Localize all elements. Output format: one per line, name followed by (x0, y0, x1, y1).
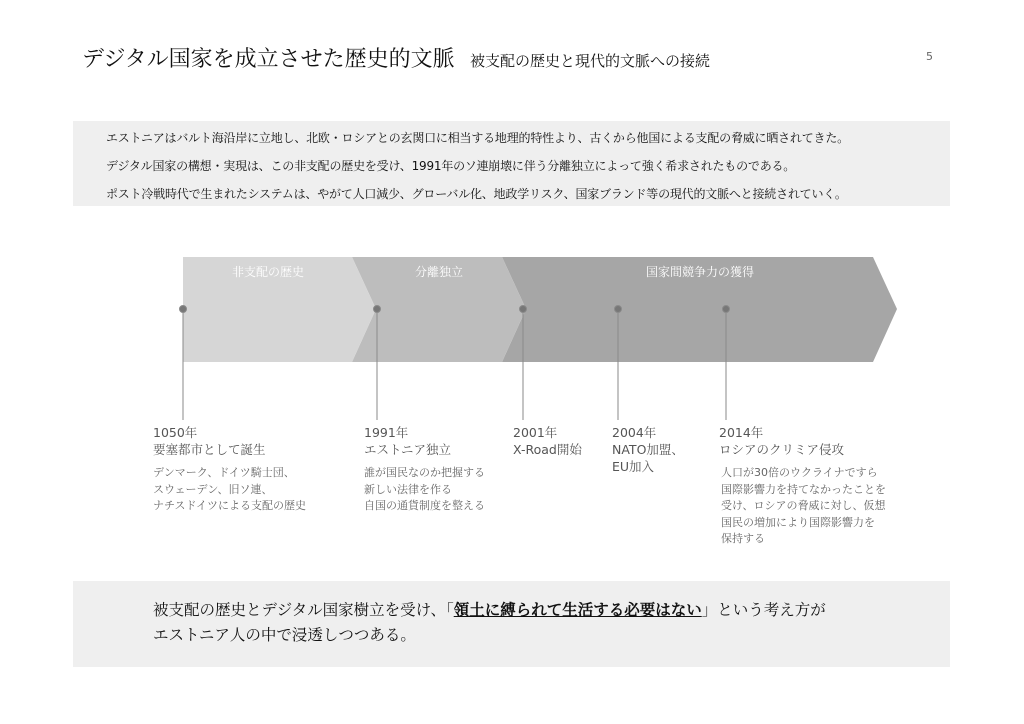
event-note (364, 465, 485, 515)
summary-line: エストニアはバルト海沿岸に立地し、北欧・ロシアとの玄関口に相当する地理的特性より、古くから他国による支配の脅威に晒されてきた。 (106, 131, 849, 145)
event-dot (520, 306, 527, 313)
slide-title: デジタル国家を成立させた歴史的文脈 (82, 47, 455, 72)
event-headline: ロシアのクリミア侵攻 (719, 442, 845, 457)
event-year: 1050年 (153, 425, 198, 440)
conclusion-line2: エストニア人の中で浸透しつつある。 (153, 626, 416, 644)
event-dot (374, 306, 381, 313)
summary-line: ポスト冷戦時代で生まれたシステムは、やがて人口減少、グローバル化、地政学リスク、国家ブランド等の現代的文脈へと接続されていく。 (106, 187, 847, 201)
phase-label: 国家間競争力の獲得 (645, 265, 755, 279)
event-headline: NATO加盟、 (612, 442, 684, 457)
event-dot (180, 306, 187, 313)
event-headline: 要塞都市として誕生 (153, 442, 266, 457)
note-line: 国民の増加により国際影響力を (721, 515, 875, 529)
note-line: ナチスドイツによる支配の歴史 (153, 499, 307, 512)
note-line: 受け、ロシアの脅威に対し、仮想 (721, 499, 886, 512)
event-year: 2004年 (612, 425, 657, 440)
page-number: 5 (926, 50, 933, 63)
conclusion-tail: 」という考え方が (701, 601, 826, 619)
conclusion-box (73, 581, 950, 667)
summary-line: デジタル国家の構想・実現は、この非支配の歴史を受け、1991年のソ連崩壊に伴う分離独立によって強く希求されたものである。 (106, 159, 796, 173)
note-line: 保持する (721, 532, 765, 545)
conclusion-lead: 被支配の歴史とデジタル国家樹立を受け、「 (153, 601, 454, 619)
event-2014 (719, 424, 844, 458)
slide-subtitle: 被支配の歴史と現代的文脈への接続 (470, 52, 711, 70)
note-line: デンマーク、ドイツ騎士団、 (153, 466, 295, 479)
note-line: スウェーデン、旧ソ連、 (153, 482, 273, 496)
event-note (153, 465, 306, 515)
phase-label: 非支配の歴史 (231, 265, 305, 279)
event-year: 2001年 (513, 425, 558, 440)
note-line: 誰が国民なのか把握する (364, 466, 485, 479)
event-dot (723, 306, 730, 313)
note-line: 国際影響力を持てなかったことを (721, 482, 886, 496)
conclusion-emphasis: 領土に縛られて生活する必要はない (453, 601, 702, 619)
note-line: 人口が30倍のウクライナですら (721, 466, 878, 479)
event-headline: エストニア独立 (364, 442, 452, 457)
event-dot (615, 306, 622, 313)
event-1991 (364, 424, 451, 458)
event-year: 1991年 (364, 425, 409, 440)
event-1050 (153, 424, 266, 458)
event-headline: X-Road開始 (513, 442, 582, 457)
event-note (721, 465, 886, 548)
event-2004 (612, 424, 684, 475)
event-headline: EU加入 (612, 459, 655, 474)
note-line: 自国の通貨制度を整える (364, 499, 485, 512)
phase-label: 分離独立 (414, 265, 464, 279)
conclusion-text (153, 598, 826, 648)
event-2001 (513, 424, 582, 458)
event-year: 2014年 (719, 425, 764, 440)
note-line: 新しい法律を作る (364, 482, 452, 496)
